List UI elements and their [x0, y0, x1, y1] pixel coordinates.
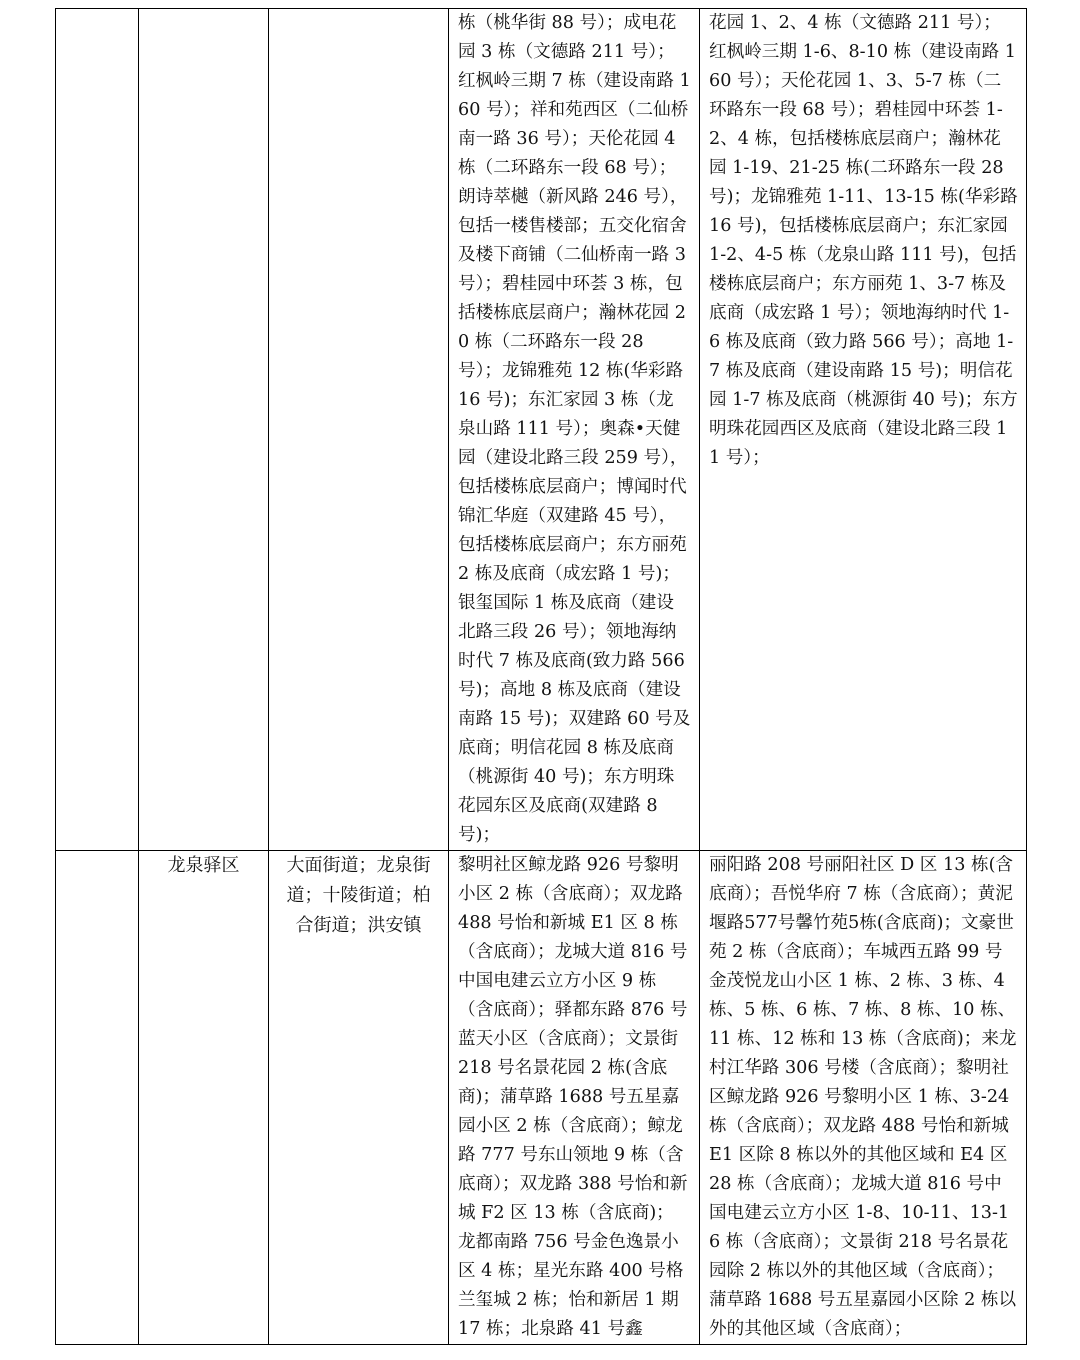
- table-cell-control-area: [449, 851, 700, 1345]
- table-cell-prevention-area: [700, 851, 1027, 1345]
- district-name: 龙泉驿区: [167, 855, 240, 876]
- control-area-text: 栋（桃华街 88 号）；成电花园 3 栋（文德路 211 号）；红枫岭三期 7 栋（建设南路 160 号）；祥和苑西区（二仙桥南一路 36 号）；天伦花园 4 栋（二环路东一段 68 号）；朗诗萃樾（新风路 246 号），包括一楼售楼部；五交化宿舍及楼下商铺（二仙桥南一路 3 号）；碧桂园中环荟 3 栋，包括楼栋底层商户；瀚林花园 20 栋（二环路东一段 28 号）；龙锦雅苑 12 栋(华彩路 16 号)；东汇家园 3 栋（龙泉山路 111 号）；奥森•天健园（建设北路三段 259 号），包括楼栋底层商户；博闻时代锦汇华庭（双建路 45 号），包括楼栋底层商户；东方丽苑 2 栋及底商（成宏路 1 号)；银玺国际 1 栋及底商（建设北路三段 26 号）；领地海纳时代 7 栋及底商(致力路 566 号)；高地 8 栋及底商（建设南路 15 号)；双建路 60 号及底商；明信花园 8 栋及底商（桃源街 40 号)；东方明珠花园东区及底商(双建路 8 号)；: [458, 13, 691, 845]
- control-area-text: 黎明社区鲸龙路 926 号黎明小区 2 栋（含底商）；双龙路 488 号怡和新城 E1 区 8 栋（含底商）；龙城大道 816 号中国电建云立方小区 9 栋（含底商）；驿都东路 876 号蓝天小区（含底商）；文景街 218 号名景花园 2 栋(含底商)；蒲草路 1688 号五星嘉园小区 2 栋（含底商）；鲸龙路 777 号东山领地 9 栋（含底商）；双龙路 388 号怡和新城 F2 区 13 栋（含底商)；龙都南路 756 号金色逸景小区 4 栋；星光东路 400 号格兰玺城 2 栋；怡和新居 1 期 17 栋；北泉路 41 号鑫: [458, 855, 688, 1339]
- table-cell-district: [139, 851, 269, 1345]
- prevention-area-text: 丽阳路 208 号丽阳社区 D 区 13 栋(含底商）；吾悦华府 7 栋（含底商）；黄泥堰路577号馨竹苑5栋(含底商)；文豪世苑 2 栋（含底商）；车城西五路 99 号金茂悦龙山小区 1 栋、2 栋、3 栋、4 栋、5 栋、6 栋、7 栋、8 栋、10 栋、11 栋、12 栋和 13 栋（含底商)；来龙村江华路 306 号楼（含底商）；黎明社区鲸龙路 926 号黎明小区 1 栋、3-24 栋（含底商）；双龙路 488 号怡和新城 E1 区除 8 栋以外的其他区域和 E4 区 28 栋（含底商）；龙城大道 816 号中国电建云立方小区 1-8、10-11、13-16 栋（含底商）；文景街 218 号名景花园除 2 栋以外的其他区域（含底商）；蒲草路 1688 号五星嘉园小区除 2 栋以外的其他区域（含底商）；: [709, 855, 1017, 1339]
- table-cell-prevention-area: [700, 9, 1027, 851]
- table-row: [56, 9, 1027, 851]
- table-cell-empty: [56, 9, 139, 851]
- street-list: 大面街道；龙泉街道；十陵街道；柏合街道；洪安镇: [286, 855, 431, 936]
- table-row: [56, 851, 1027, 1345]
- prevention-area-text: 花园 1、2、4 栋（文德路 211 号）；红枫岭三期 1-6、8-10 栋（建设南路 160 号）；天伦花园 1、3、5-7 栋（二环路东一段 68 号）；碧桂园中环荟 1-2、4 栋，包括楼栋底层商户；瀚林花园 1-19、21-25 栋(二环路东一段 28 号)；龙锦雅苑 1-11、13-15 栋(华彩路 16 号)，包括楼栋底层商户；东汇家园 1-2、4-5 栋（龙泉山路 111 号)，包括楼栋底层商户；东方丽苑 1、3-7 栋及底商（成宏路 1 号）；领地海纳时代 1-6 栋及底商（致力路 566 号）；高地 1-7 栋及底商（建设南路 15 号)；明信花园 1-7 栋及底商（桃源街 40 号)；东方明珠花园西区及底商（建设北路三段 11 号）；: [709, 13, 1018, 468]
- table-cell-empty: [56, 851, 139, 1345]
- table-cell-streets: [269, 9, 449, 851]
- table-cell-streets: [269, 851, 449, 1345]
- epidemic-area-table: [55, 8, 1027, 1345]
- table-cell-district: [139, 9, 269, 851]
- table-cell-control-area: [449, 9, 700, 851]
